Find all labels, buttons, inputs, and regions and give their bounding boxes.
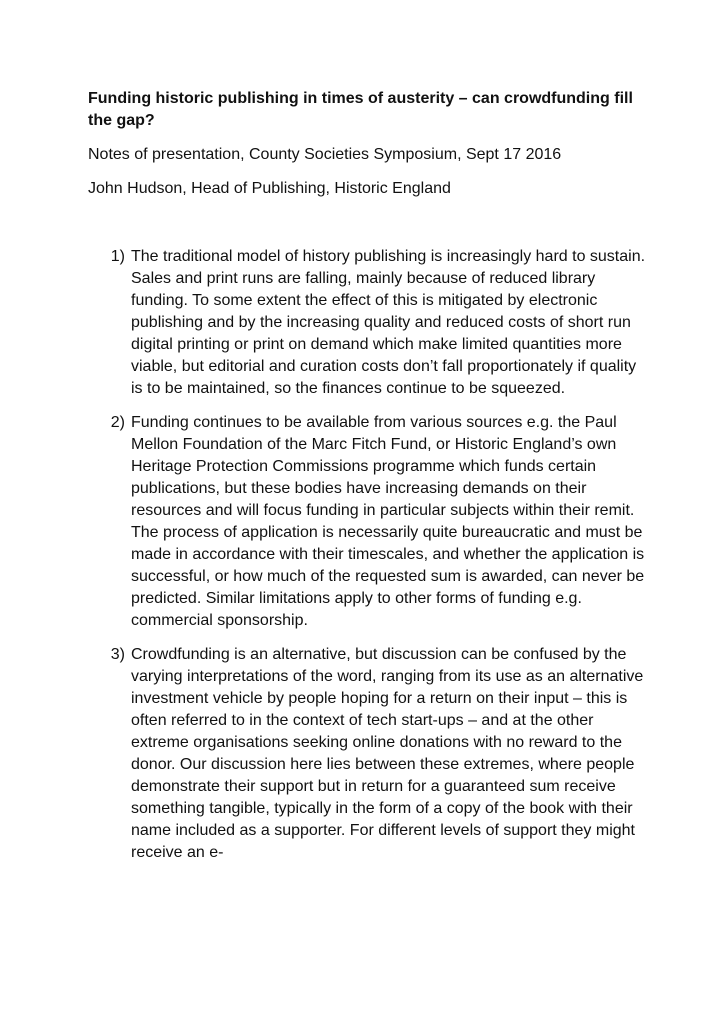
list-item-number: 3)	[110, 646, 125, 663]
presentation-notes-line: Notes of presentation, County Societies Symposium, Sept 17 2016	[88, 146, 562, 163]
list-item	[88, 246, 648, 400]
list-item	[88, 412, 648, 632]
list-item-text: Crowdfunding is an alternative, but discussion can be confused by the varying interpretations of the word, ranging from its use as an alternative investment vehicle by people hoping for a return on their input – this is often referred to in the context of tech start-ups – and at the other extreme organisations seeking online donations with no reward to the donor. Our discussion here lies between these extremes, where people demonstrate their support but in return for a guaranteed sum receive something tangible, typically in the form of a copy of the book with their name included as a supporter. For different levels of support they might receive an e-	[131, 646, 644, 861]
document-title: Funding historic publishing in times of austerity – can crowdfunding fill the gap?	[88, 90, 633, 129]
list-item-text: Funding continues to be available from various sources e.g. the Paul Mellon Foundation of the Marc Fitch Fund, or Historic England’s own Heritage Protection Commissions programme which funds certain publications, but these bodies have increasing demands on their resources and will focus funding in particular subjects within their remit. The process of application is necessarily quite bureaucratic and must be made in accordance with their timescales, and whether the application is successful, or how much of the requested sum is awarded, can never be predicted. Similar limitations apply to other forms of funding e.g. commercial sponsorship.	[131, 414, 645, 629]
list-item-number: 1)	[110, 248, 125, 265]
list-item-text: The traditional model of history publishing is increasingly hard to sustain. Sales and print runs are falling, mainly because of reduced library funding. To some extent the effect of this is mitigated by electronic publishing and by the increasing quality and reduced costs of short run digital printing or print on demand which make limited quantities more viable, but editorial and curation costs don’t fall proportionately if quality is to be maintained, so the finances continue to be squeezed.	[131, 248, 646, 397]
numbered-list	[88, 246, 648, 876]
list-item-number: 2)	[110, 414, 125, 431]
list-item	[88, 644, 648, 864]
author-line: John Hudson, Head of Publishing, Historic England	[88, 180, 451, 197]
